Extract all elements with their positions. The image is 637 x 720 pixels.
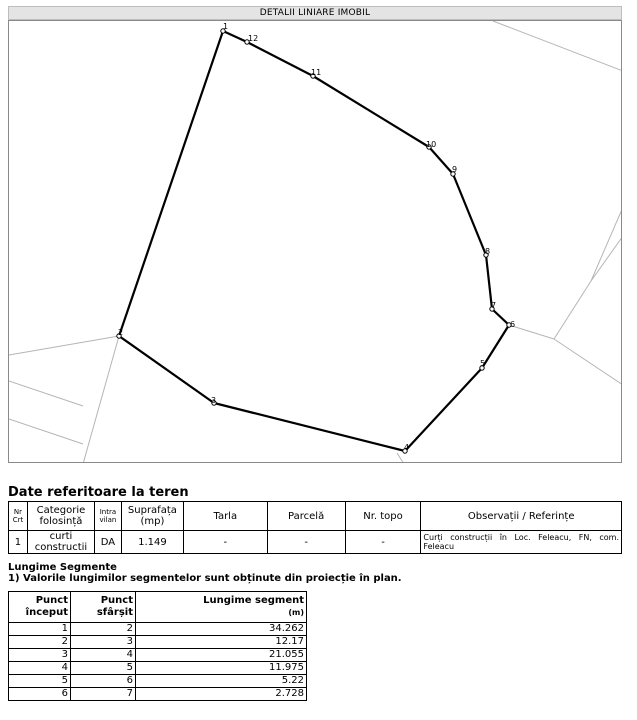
col-observatii: Observații / Referințe [421,502,622,531]
segmente-body [9,623,307,701]
cell-start: 1 [9,623,71,636]
cell-end: 2 [71,623,136,636]
vertex-label: 1 [223,22,229,31]
vertex-label: 4 [404,443,410,452]
col-categorie: Categorie folosință [27,502,94,531]
cell-end: 7 [71,688,136,701]
cell-end: 6 [71,675,136,688]
vertex-label: 9 [452,165,458,174]
segmente-header-row [9,592,307,623]
cell-length: 2.728 [136,688,307,701]
cell-nr-crt: 1 [9,531,28,554]
teren-section-title: Date referitoare la teren [8,485,189,500]
teren-data-row [9,531,622,554]
cell-start: 2 [9,636,71,649]
cell-start: 6 [9,688,71,701]
cell-length: 21.055 [136,649,307,662]
cell-observatii: Curți construcții în Loc. Feleacu, FN, com. Feleacu [421,531,622,554]
cell-end: 3 [71,636,136,649]
neighbour-parcels [9,21,622,463]
table-row [9,675,307,688]
cell-start: 3 [9,649,71,662]
cell-length: 12.17 [136,636,307,649]
plan-drawing [9,21,622,463]
vertex-label: 10 [426,140,437,149]
col-nr-topo: Nr. topo [345,502,421,531]
lungime-unit: (m) [288,608,304,617]
col-tarla: Tarla [183,502,267,531]
cell-length: 5.22 [136,675,307,688]
parcel-boundary [119,31,509,451]
cell-start: 4 [9,662,71,675]
cell-length: 34.262 [136,623,307,636]
segmente-note: 1) Valorile lungimilor segmentelor sunt obținute din proiecție în plan. [8,573,402,584]
table-row [9,662,307,675]
col-nr-crt: Nr Crt [9,502,28,531]
table-row [9,688,307,701]
cadastral-plan [8,20,622,463]
teren-table [8,501,622,554]
cell-length: 11.975 [136,662,307,675]
vertex-label: 2 [118,328,124,337]
vertex-markers [117,29,511,453]
vertex-label: 12 [248,34,259,43]
vertex-label: 8 [485,247,491,256]
segmente-section-title: Lungime Segmente [8,562,117,573]
vertex-label: 3 [211,396,217,405]
teren-header-row [9,502,622,531]
vertex-label: 6 [510,320,516,329]
cell-start: 5 [9,675,71,688]
cell-tarla: - [183,531,267,554]
vertex-label: 7 [491,301,497,310]
table-row [9,623,307,636]
cell-intravilan: DA [94,531,121,554]
col-lungime-segment [136,592,307,623]
segmente-table [8,591,307,701]
vertex-label: 5 [480,359,486,368]
cell-categorie: curti constructii [27,531,94,554]
table-row [9,649,307,662]
cell-nr-topo: - [345,531,421,554]
cell-parcela: - [267,531,345,554]
col-intravilan: Intra vilan [94,502,121,531]
col-parcela: Parcelă [267,502,345,531]
col-suprafata: Suprafața (mp) [121,502,183,531]
cell-end: 4 [71,649,136,662]
cell-end: 5 [71,662,136,675]
col-punct-sfarsit: Punct sfârșit [71,592,136,623]
lungime-label: Lungime segment [203,595,304,606]
plan-header-title: DETALII LINIARE IMOBIL [8,6,622,20]
table-row [9,636,307,649]
col-punct-inceput: Punct început [9,592,71,623]
vertex-label: 11 [311,68,322,77]
cell-suprafata: 1.149 [121,531,183,554]
